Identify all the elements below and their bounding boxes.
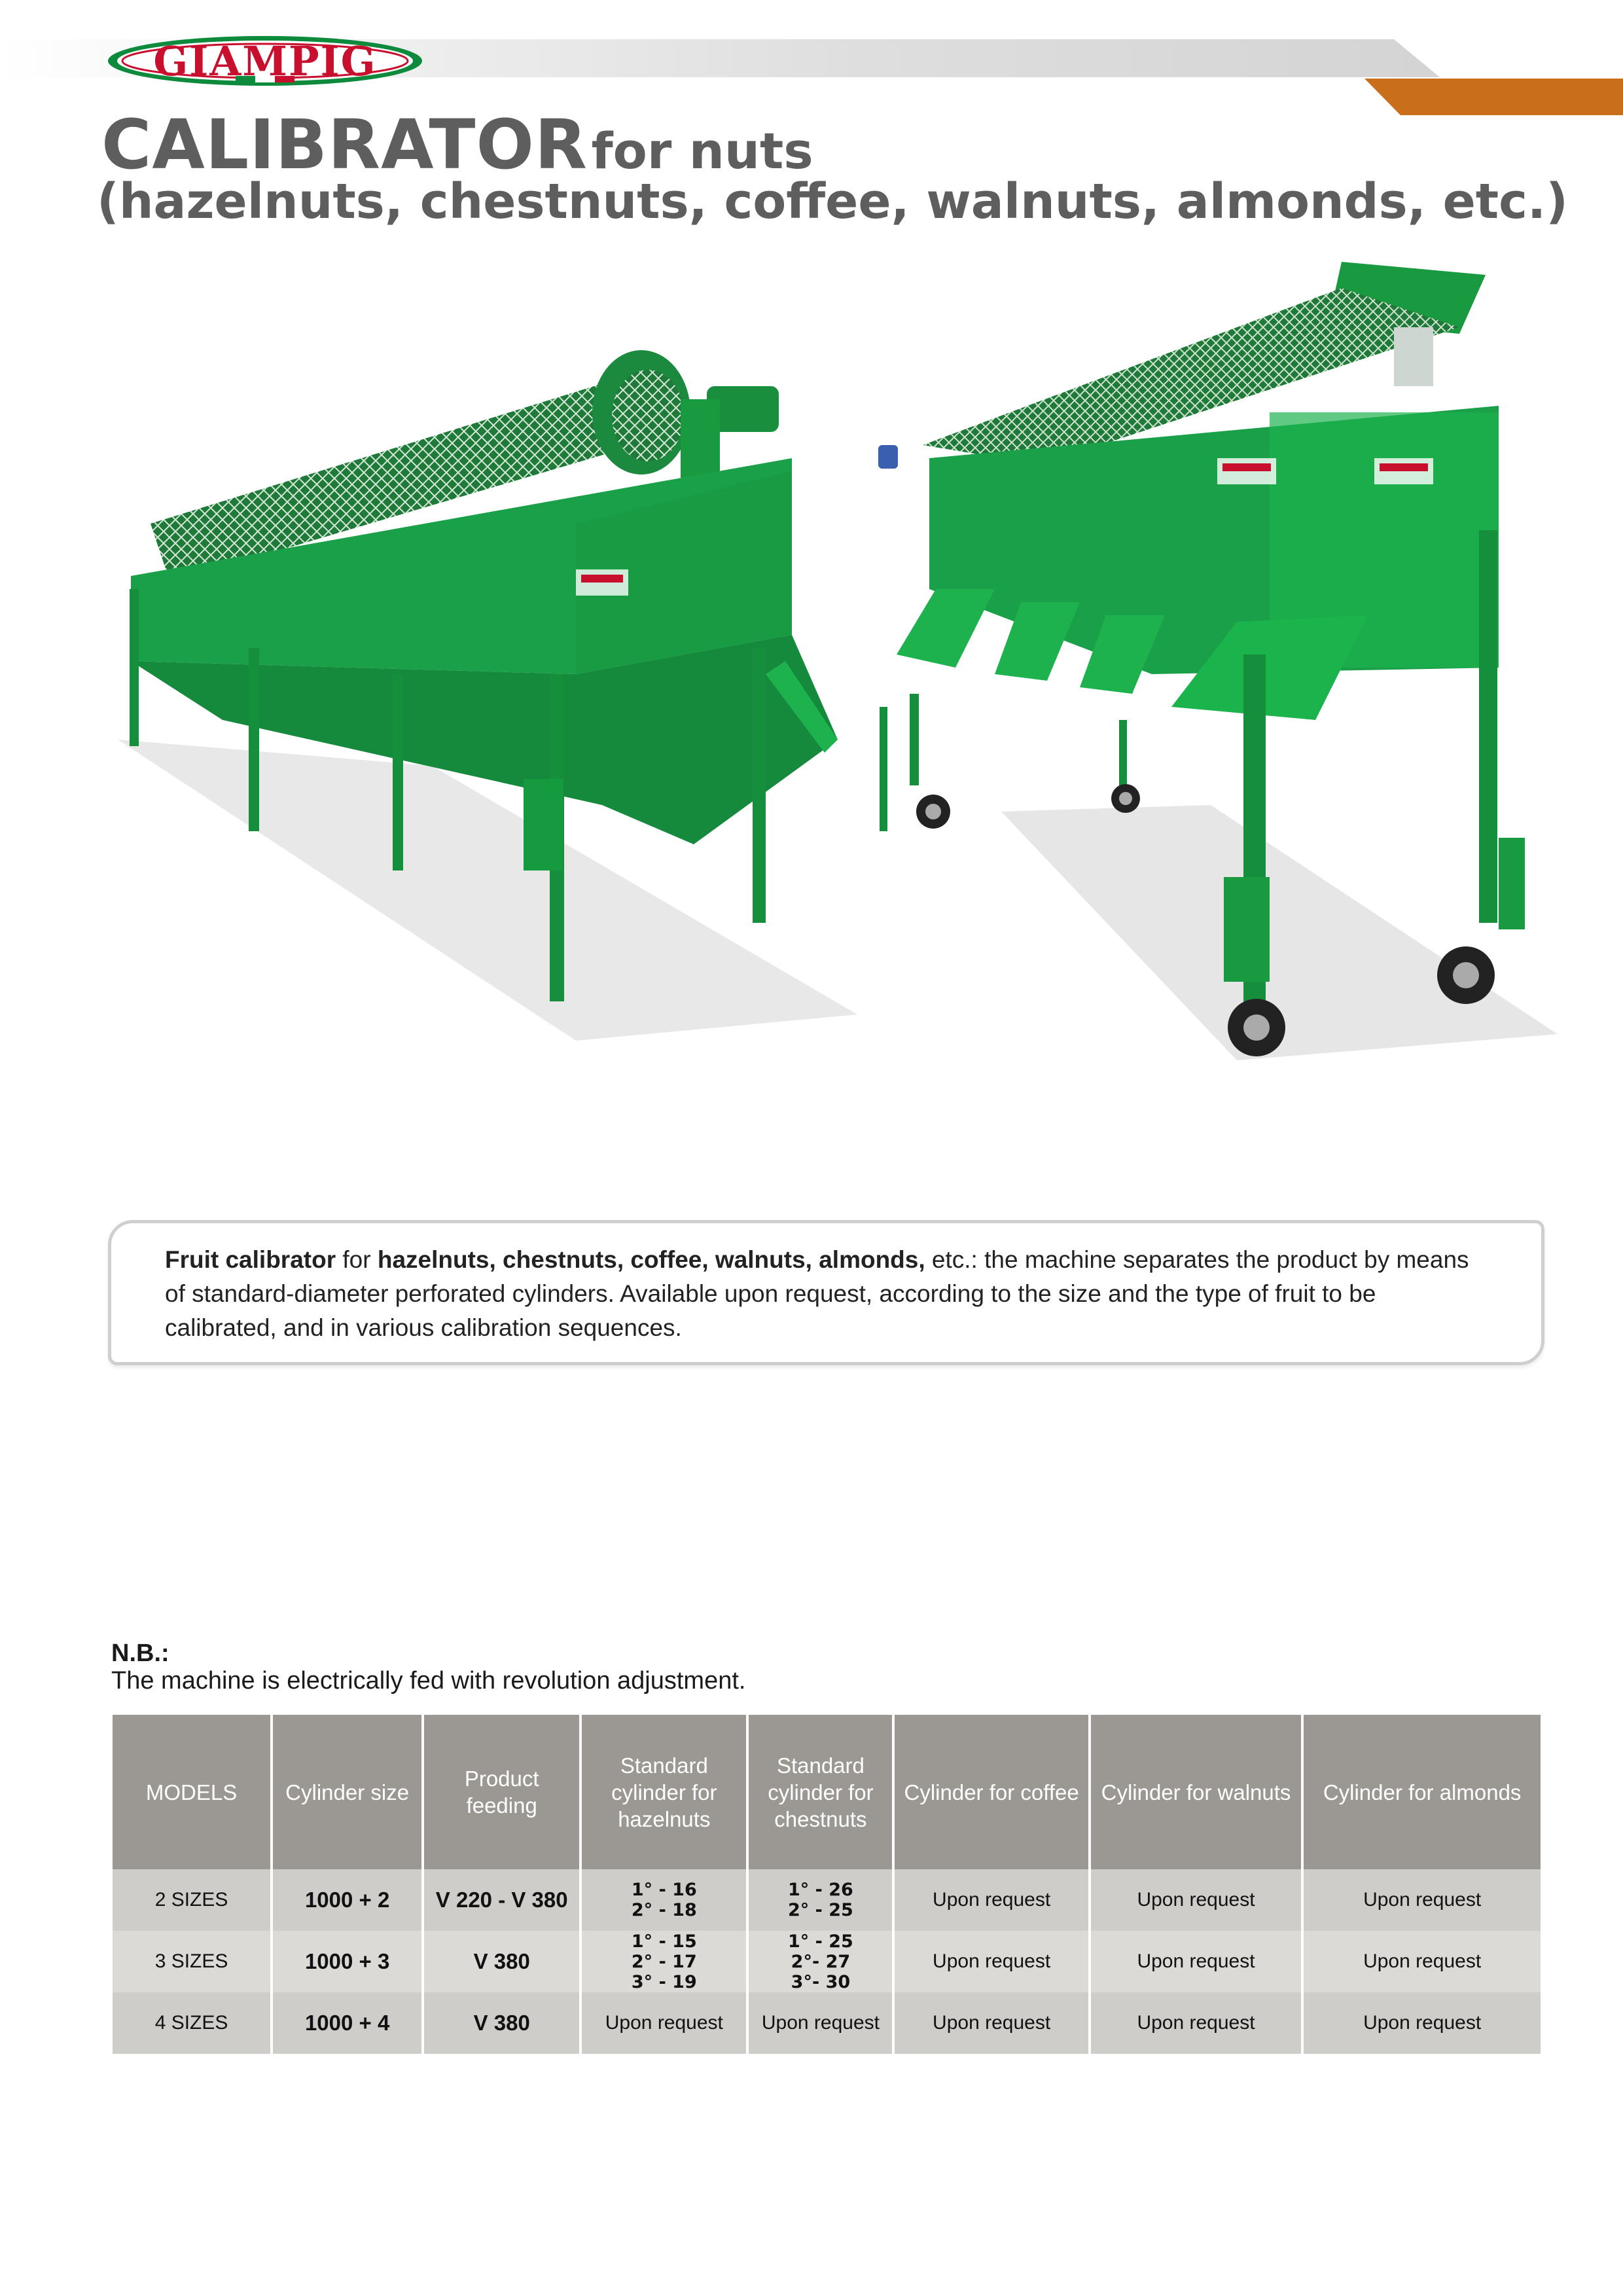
logo-text: GIAMPIG [153, 37, 377, 85]
header-cell: Standard cylinder for hazelnuts [582, 1715, 746, 1869]
coffee-cell: Upon request [895, 1869, 1088, 1931]
walnut-cell: Upon request [1091, 1992, 1301, 2054]
calibrator-machine-right [870, 249, 1577, 1080]
feeding-cell: V 380 [424, 1992, 579, 2054]
calibrator-machine-left [105, 308, 857, 1067]
desc-text-2: for [336, 1246, 378, 1273]
feeding-cell: V 380 [424, 1931, 579, 1992]
model-cell: 2 SIZES [113, 1869, 270, 1931]
header-cell: Cylinder for walnuts [1091, 1715, 1301, 1869]
cylinder-size-cell: 1000 + 4 [273, 1992, 421, 2054]
chestnut-cell [749, 1931, 892, 1992]
spec-table [110, 1715, 1543, 2054]
hazelnut-line: 1° - 16 [631, 1880, 697, 1900]
header-cell: MODELS [113, 1715, 270, 1869]
hazelnut-line: 1° - 15 [631, 1931, 697, 1952]
feeding-cell: V 220 - V 380 [424, 1869, 579, 1931]
desc-text-4: etc.: the machine separates the product by means of standard-diameter perforated cylinders. Available upon request, according to the size and the type of fruit to be calibrated, and in various calibration sequences. [165, 1246, 1469, 1341]
chestnut-cell [749, 1869, 892, 1931]
chestnut-line: 2°- 27 [791, 1951, 851, 1972]
table-row [113, 1931, 1541, 1992]
header-cell: Cylinder size [273, 1715, 421, 1869]
chestnut-line: 2° - 25 [787, 1900, 853, 1920]
table-row [113, 1992, 1541, 2054]
hazelnut-line: 2° - 18 [631, 1900, 697, 1920]
cylinder-size-cell: 1000 + 2 [273, 1869, 421, 1931]
hazelnut-cell [582, 1931, 746, 1992]
almond-cell: Upon request [1304, 1931, 1541, 1992]
hazelnut-cell: Upon request [582, 1992, 746, 2054]
hazelnut-cell [582, 1869, 746, 1931]
cylinder-size-cell: 1000 + 3 [273, 1931, 421, 1992]
header-cell: Cylinder for coffee [895, 1715, 1088, 1869]
almond-cell: Upon request [1304, 1869, 1541, 1931]
chestnut-line: 3°- 30 [791, 1971, 851, 1992]
walnut-cell: Upon request [1091, 1931, 1301, 1992]
header-cell: Product feeding [424, 1715, 579, 1869]
description-box [108, 1220, 1544, 1365]
hazelnut-line: 2° - 17 [631, 1951, 697, 1972]
header-cell: Cylinder for almonds [1304, 1715, 1541, 1869]
walnut-cell: Upon request [1091, 1869, 1301, 1931]
almond-cell: Upon request [1304, 1992, 1541, 2054]
desc-bold-1: Fruit calibrator [165, 1246, 336, 1273]
brand-logo [105, 33, 425, 89]
model-cell: 3 SIZES [113, 1931, 270, 1992]
note-title: N.B.: [111, 1640, 169, 1667]
chestnut-line: 1° - 26 [787, 1880, 853, 1900]
chestnut-cell: Upon request [749, 1992, 892, 2054]
header-cell: Standard cylinder for chestnuts [749, 1715, 892, 1869]
desc-bold-3: hazelnuts, chestnuts, coffee, walnuts, almonds, [377, 1246, 925, 1273]
title-rest: for nuts [591, 122, 813, 180]
table-header-row [113, 1715, 1541, 1869]
title-main: CALIBRATOR [101, 105, 588, 185]
table-row [113, 1869, 1541, 1931]
coffee-cell: Upon request [895, 1992, 1088, 2054]
page-title [101, 105, 813, 185]
note-text: The machine is electrically fed with revolution adjustment. [111, 1667, 746, 1695]
description-text [165, 1243, 1487, 1345]
coffee-cell: Upon request [895, 1931, 1088, 1992]
header-accent-stripe [1364, 79, 1623, 115]
page-subtitle: (hazelnuts, chestnuts, coffee, walnuts, almonds, etc.) [97, 173, 1568, 230]
chestnut-line: 1° - 25 [787, 1931, 853, 1952]
model-cell: 4 SIZES [113, 1992, 270, 2054]
hazelnut-line: 3° - 19 [631, 1971, 697, 1992]
